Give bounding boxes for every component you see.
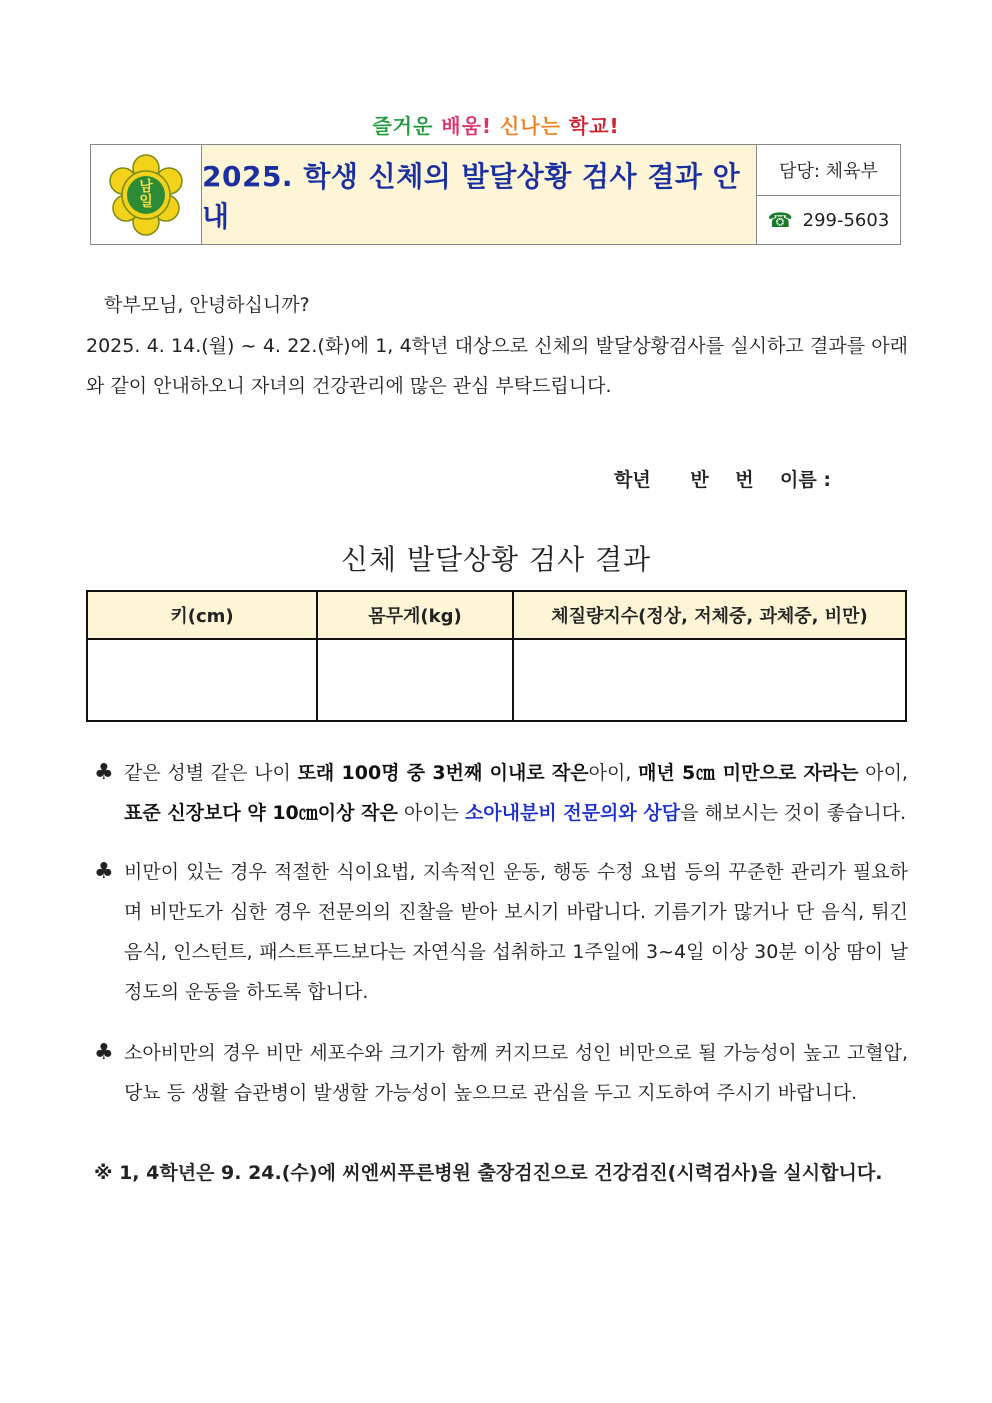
contact-phone [757,196,900,244]
value-bmi[interactable] [513,639,906,721]
text-span: 아이, [858,762,908,784]
intro-paragraph: 2025. 4. 14.(월) ~ 4. 22.(화)에 1, 4학년 대상으로 신체의 발달상황검사를 실시하고 결과를 아래와 같이 안내하오니 자녀의 건강관리에 많은 관심 부탁드립니다. [86,335,908,397]
contact-department: 담당: 체육부 [757,145,900,196]
slogan-part: 즐거운 [372,114,434,138]
header-bmi: 체질량지수(정상, 저체중, 과체중, 비만) [513,591,906,639]
bold-text: 또래 100명 중 3번째 이내로 작은 [297,762,589,784]
bullet-text: 소아비만의 경우 비만 세포수와 크기가 함께 커지므로 성인 비만으로 될 가능성이 높고 고혈압, 당뇨 등 생활 습관병이 발생할 가능성이 높으므로 관심을 두고 지도하여 주시기 바랍니다. [124,1042,908,1104]
school-emblem-icon [104,153,188,237]
bullet-item [94,753,908,833]
bullet-item [94,852,908,1012]
bullet-text: 비만이 있는 경우 적절한 식이요법, 지속적인 운동, 행동 수정 요법 등의 꾸준한 관리가 필요하며 비만도가 심한 경우 전문의의 진찰을 받아 보시기 바랍니다. 기름기가 많거나 단 음식, 튀긴 음식, 인스턴트, 패스트푸드보다는 자연식을 섭취하고 1주일에 3~4일 이상 30분 이상 땀이 날 정도의 운동을 하도록 합니다. [124,861,908,1003]
slogan-part: 배움! [441,114,493,138]
phone-icon: ☎ [767,208,793,232]
phone-number: 299-5603 [802,209,890,231]
greeting: 학부모님, 안녕하십니까? [104,294,310,316]
club-icon: ♣ [94,859,114,884]
text-span: 아이, [588,762,639,784]
club-icon: ♣ [94,760,114,785]
contact-cell [757,145,900,244]
header-weight: 몸무게(kg) [317,591,513,639]
text-span: 같은 성별 같은 나이 [124,762,298,784]
slogan-part: 신나는 [499,114,561,138]
club-icon: ♣ [94,1040,114,1065]
slogan [0,110,992,139]
footnote: ※ 1, 4학년은 9. 24.(수)에 씨엔씨푸른병원 출장검진으로 건강검진(시력검사)을 실시합니다. [94,1162,883,1184]
bullet-text [124,753,908,833]
value-weight[interactable] [317,639,513,721]
student-info-line: 학년 반 번 이름 : [614,469,831,491]
document-title: 2025. 학생 신체의 발달상황 검사 결과 안내 [202,145,757,244]
header-box [90,144,901,245]
result-title: 신체 발달상황 검사 결과 [340,543,652,576]
result-table [86,590,907,722]
bold-text: 매년 5㎝ 미만으로 자라는 [638,762,859,784]
value-height[interactable] [87,639,317,721]
result-header-row [87,591,906,639]
bullet-item [94,1033,908,1113]
bold-text: 표준 신장보다 약 10㎝이상 작은 [124,802,398,824]
highlight-text: 소아내분비 전문의와 상담 [464,802,681,824]
slogan-part: 학교! [568,114,620,138]
text-span: 을 해보시는 것이 좋습니다. [680,802,907,824]
logo-text-1 [139,178,153,210]
logo-char: 일 [139,193,153,210]
logo-cell [91,145,202,244]
result-value-row [87,639,906,721]
logo-char: 남 [139,178,153,195]
header-height: 키(cm) [87,591,317,639]
text-span: 아이는 [397,802,465,824]
